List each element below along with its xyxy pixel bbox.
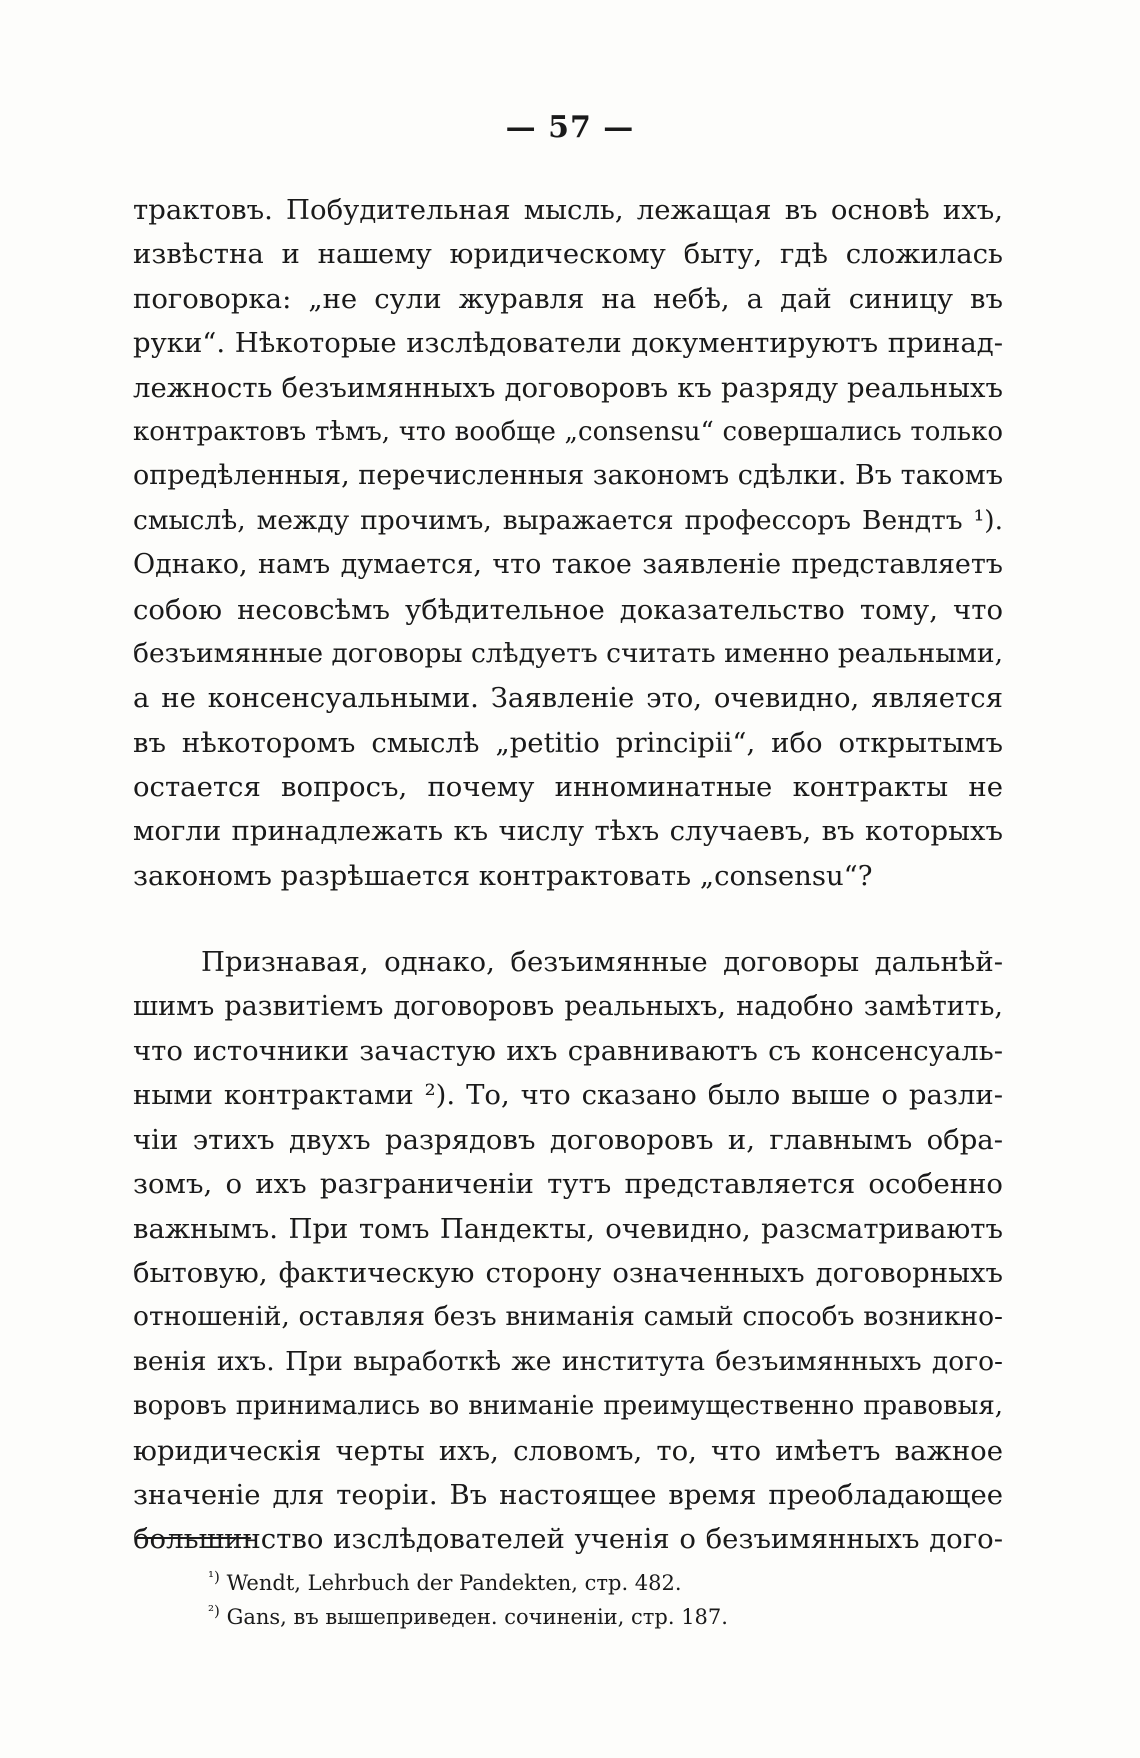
text-line: контрактовъ тѣмъ, что вообще „consensu“ совершались только	[133, 416, 1003, 447]
paragraph-gap	[133, 898, 1003, 940]
text-line: въ нѣкоторомъ смыслѣ „petitio principii“, ибо открытымъ	[133, 726, 1003, 759]
text-line: отношеній, оставляя безъ вниманія самый способъ возникно-	[133, 1301, 1003, 1333]
text-line: воровъ принимались во вниманіе преимущественно правовыя,	[133, 1391, 1003, 1422]
text-line: поговорка: „не сули журавля на небѣ, а дай синицу въ	[133, 282, 1003, 315]
text-line: венія ихъ. При выработкѣ же института безъимянныхъ дого-	[133, 1345, 1003, 1377]
text-line: ными контрактами ²). То, что сказано было выше о разли-	[133, 1079, 1003, 1112]
footnote-divider	[136, 1537, 251, 1539]
text-line: что источники зачастую ихъ сравниваютъ съ консенсуаль-	[133, 1035, 1003, 1068]
text-line: шимъ развитіемъ договоровъ реальныхъ, надобно замѣтить,	[133, 990, 1003, 1022]
text-line: руки“. Нѣкоторые изслѣдователи документируютъ принад-	[133, 327, 1003, 360]
footnotes	[208, 1566, 968, 1634]
text-line: чіи этихъ двухъ разрядовъ договоровъ и, главнымъ обра-	[133, 1123, 1003, 1156]
footnote-text: Gans, въ вышеприведен. сочиненіи, стр. 187.	[226, 1605, 728, 1629]
text-line: большинство изслѣдователей ученія о безъимянныхъ дого-	[133, 1523, 1003, 1556]
page-number: — 57 —	[505, 110, 635, 145]
text-line: зомъ, о ихъ разграниченіи тутъ представляется особенно	[133, 1168, 1003, 1201]
text-line: закономъ разрѣшается контрактовать „consensu“?	[133, 859, 873, 892]
text-line: смыслѣ, между прочимъ, выражается профессоръ Вендтъ ¹).	[133, 504, 1003, 536]
text-line: опредѣленныя, перечисленныя закономъ сдѣлки. Въ такомъ	[133, 460, 1003, 492]
text-line: бытовую, фактическую сторону означенныхъ договорныхъ	[133, 1256, 1003, 1289]
text-line: Однако, намъ думается, что такое заявленіе представляетъ	[133, 549, 1003, 581]
paragraph-1	[133, 188, 1003, 898]
text-line: остается вопросъ, почему инноминатные контракты не	[133, 771, 1003, 804]
text-line: безъимянные договоры слѣдуетъ считать именно реальными,	[133, 637, 1003, 669]
text-line: важнымъ. При томъ Пандекты, очевидно, разсматриваютъ	[133, 1212, 1003, 1245]
text-line: лежность безъимянныхъ договоровъ къ разряду реальныхъ	[133, 371, 1003, 404]
text-line: извѣстна и нашему юридическому быту, гдѣ сложилась	[133, 238, 1003, 271]
text-line: Признавая, однако, безъимянные договоры дальнѣй-	[201, 946, 1003, 979]
footnote-1	[208, 1566, 968, 1600]
text-line: могли принадлежать къ числу тѣхъ случаевъ, въ которыхъ	[133, 815, 1003, 848]
footnote-2	[208, 1600, 968, 1634]
footnote-text: Wendt, Lehrbuch der Pandekten, стр. 482.	[226, 1571, 682, 1595]
text-line: а не консенсуальными. Заявленіе это, очевидно, является	[133, 682, 1003, 715]
text-line: юридическія черты ихъ, словомъ, то, что имѣетъ важное	[133, 1434, 1003, 1467]
paragraph-2	[133, 940, 1003, 1561]
footnote-mark: ¹)	[208, 1568, 220, 1586]
text-line: значеніе для теоріи. Въ настоящее время преобладающее	[133, 1478, 1003, 1511]
body-text	[133, 188, 1003, 1562]
text-line: собою несовсѣмъ убѣдительное доказательство тому, что	[133, 593, 1003, 626]
footnote-mark: ²)	[208, 1602, 220, 1620]
text-line: трактовъ. Побудительная мысль, лежащая въ основѣ ихъ,	[133, 194, 1003, 226]
